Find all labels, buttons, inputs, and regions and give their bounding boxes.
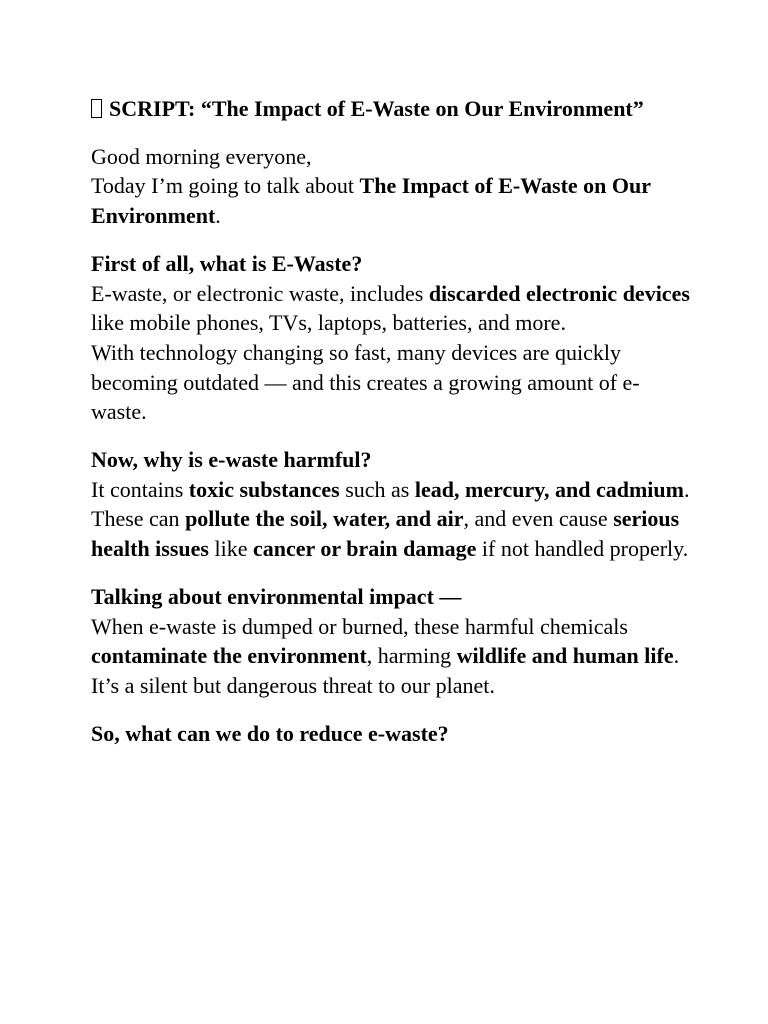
cancer-emphasis: cancer or brain damage <box>252 536 477 562</box>
intro-line <box>91 171 691 230</box>
metals-emphasis: lead, mercury, and cadmium <box>414 476 684 502</box>
toxic-period: . <box>683 476 690 502</box>
environment-section <box>91 582 691 701</box>
harmful-heading: Now, why is e-waste harmful? <box>91 447 372 473</box>
intro-period: . <box>215 203 221 229</box>
reduce-section <box>91 719 691 749</box>
technology-text: With technology changing so fast, many devices are quickly becoming outdated — and this creates a growing amount of e-waste. <box>91 339 640 425</box>
handling-text: if not handled properly. <box>476 536 689 562</box>
topic-emphasis: The Impact of E-Waste on Our Environment <box>91 173 651 229</box>
script-title <box>91 94 691 124</box>
harming-connector: , harming <box>366 643 457 669</box>
toxic-substances-emphasis: toxic substances <box>188 476 340 502</box>
harmful-section <box>91 445 691 564</box>
pollution-text <box>91 504 691 563</box>
what-is-ewaste-section <box>91 249 691 427</box>
what-is-heading: First of all, what is E-Waste? <box>91 250 363 276</box>
dumping-lead: When e-waste is dumped or burned, these harmful chemicals <box>91 613 628 639</box>
dumping-period: . <box>673 643 680 669</box>
missing-glyph-icon <box>91 99 102 118</box>
greeting-text: Good morning everyone, <box>91 143 312 169</box>
definition-text <box>91 279 691 338</box>
toxic-text <box>91 475 691 505</box>
wildlife-emphasis: wildlife and human life <box>456 643 674 669</box>
discarded-devices-emphasis: discarded electronic devices <box>428 280 690 306</box>
dumping-text <box>91 612 691 671</box>
health-issues-emphasis: serious health issues <box>91 506 680 562</box>
definition-examples: like mobile phones, TVs, laptops, batteries, and more. <box>91 310 566 336</box>
script-title-text: SCRIPT: “The Impact of E-Waste on Our Environment” <box>109 96 644 121</box>
threat-text: It’s a silent but dangerous threat to our planet. <box>91 672 495 698</box>
document-page <box>91 94 691 766</box>
toxic-connector: such as <box>339 476 415 502</box>
pollution-connector: , and even cause <box>463 506 614 532</box>
toxic-lead: It contains <box>91 476 189 502</box>
like-connector: like <box>208 536 253 562</box>
intro-text: Today I’m going to talk about <box>91 173 360 199</box>
contaminate-emphasis: contaminate the environment <box>91 643 367 669</box>
pollution-emphasis: pollute the soil, water, and air <box>185 506 464 532</box>
intro-paragraph <box>91 142 691 231</box>
reduce-heading: So, what can we do to reduce e-waste? <box>91 720 449 746</box>
definition-lead: E-waste, or electronic waste, includes <box>91 280 429 306</box>
pollution-lead: These can <box>91 506 186 532</box>
environment-heading: Talking about environmental impact — <box>91 583 462 609</box>
